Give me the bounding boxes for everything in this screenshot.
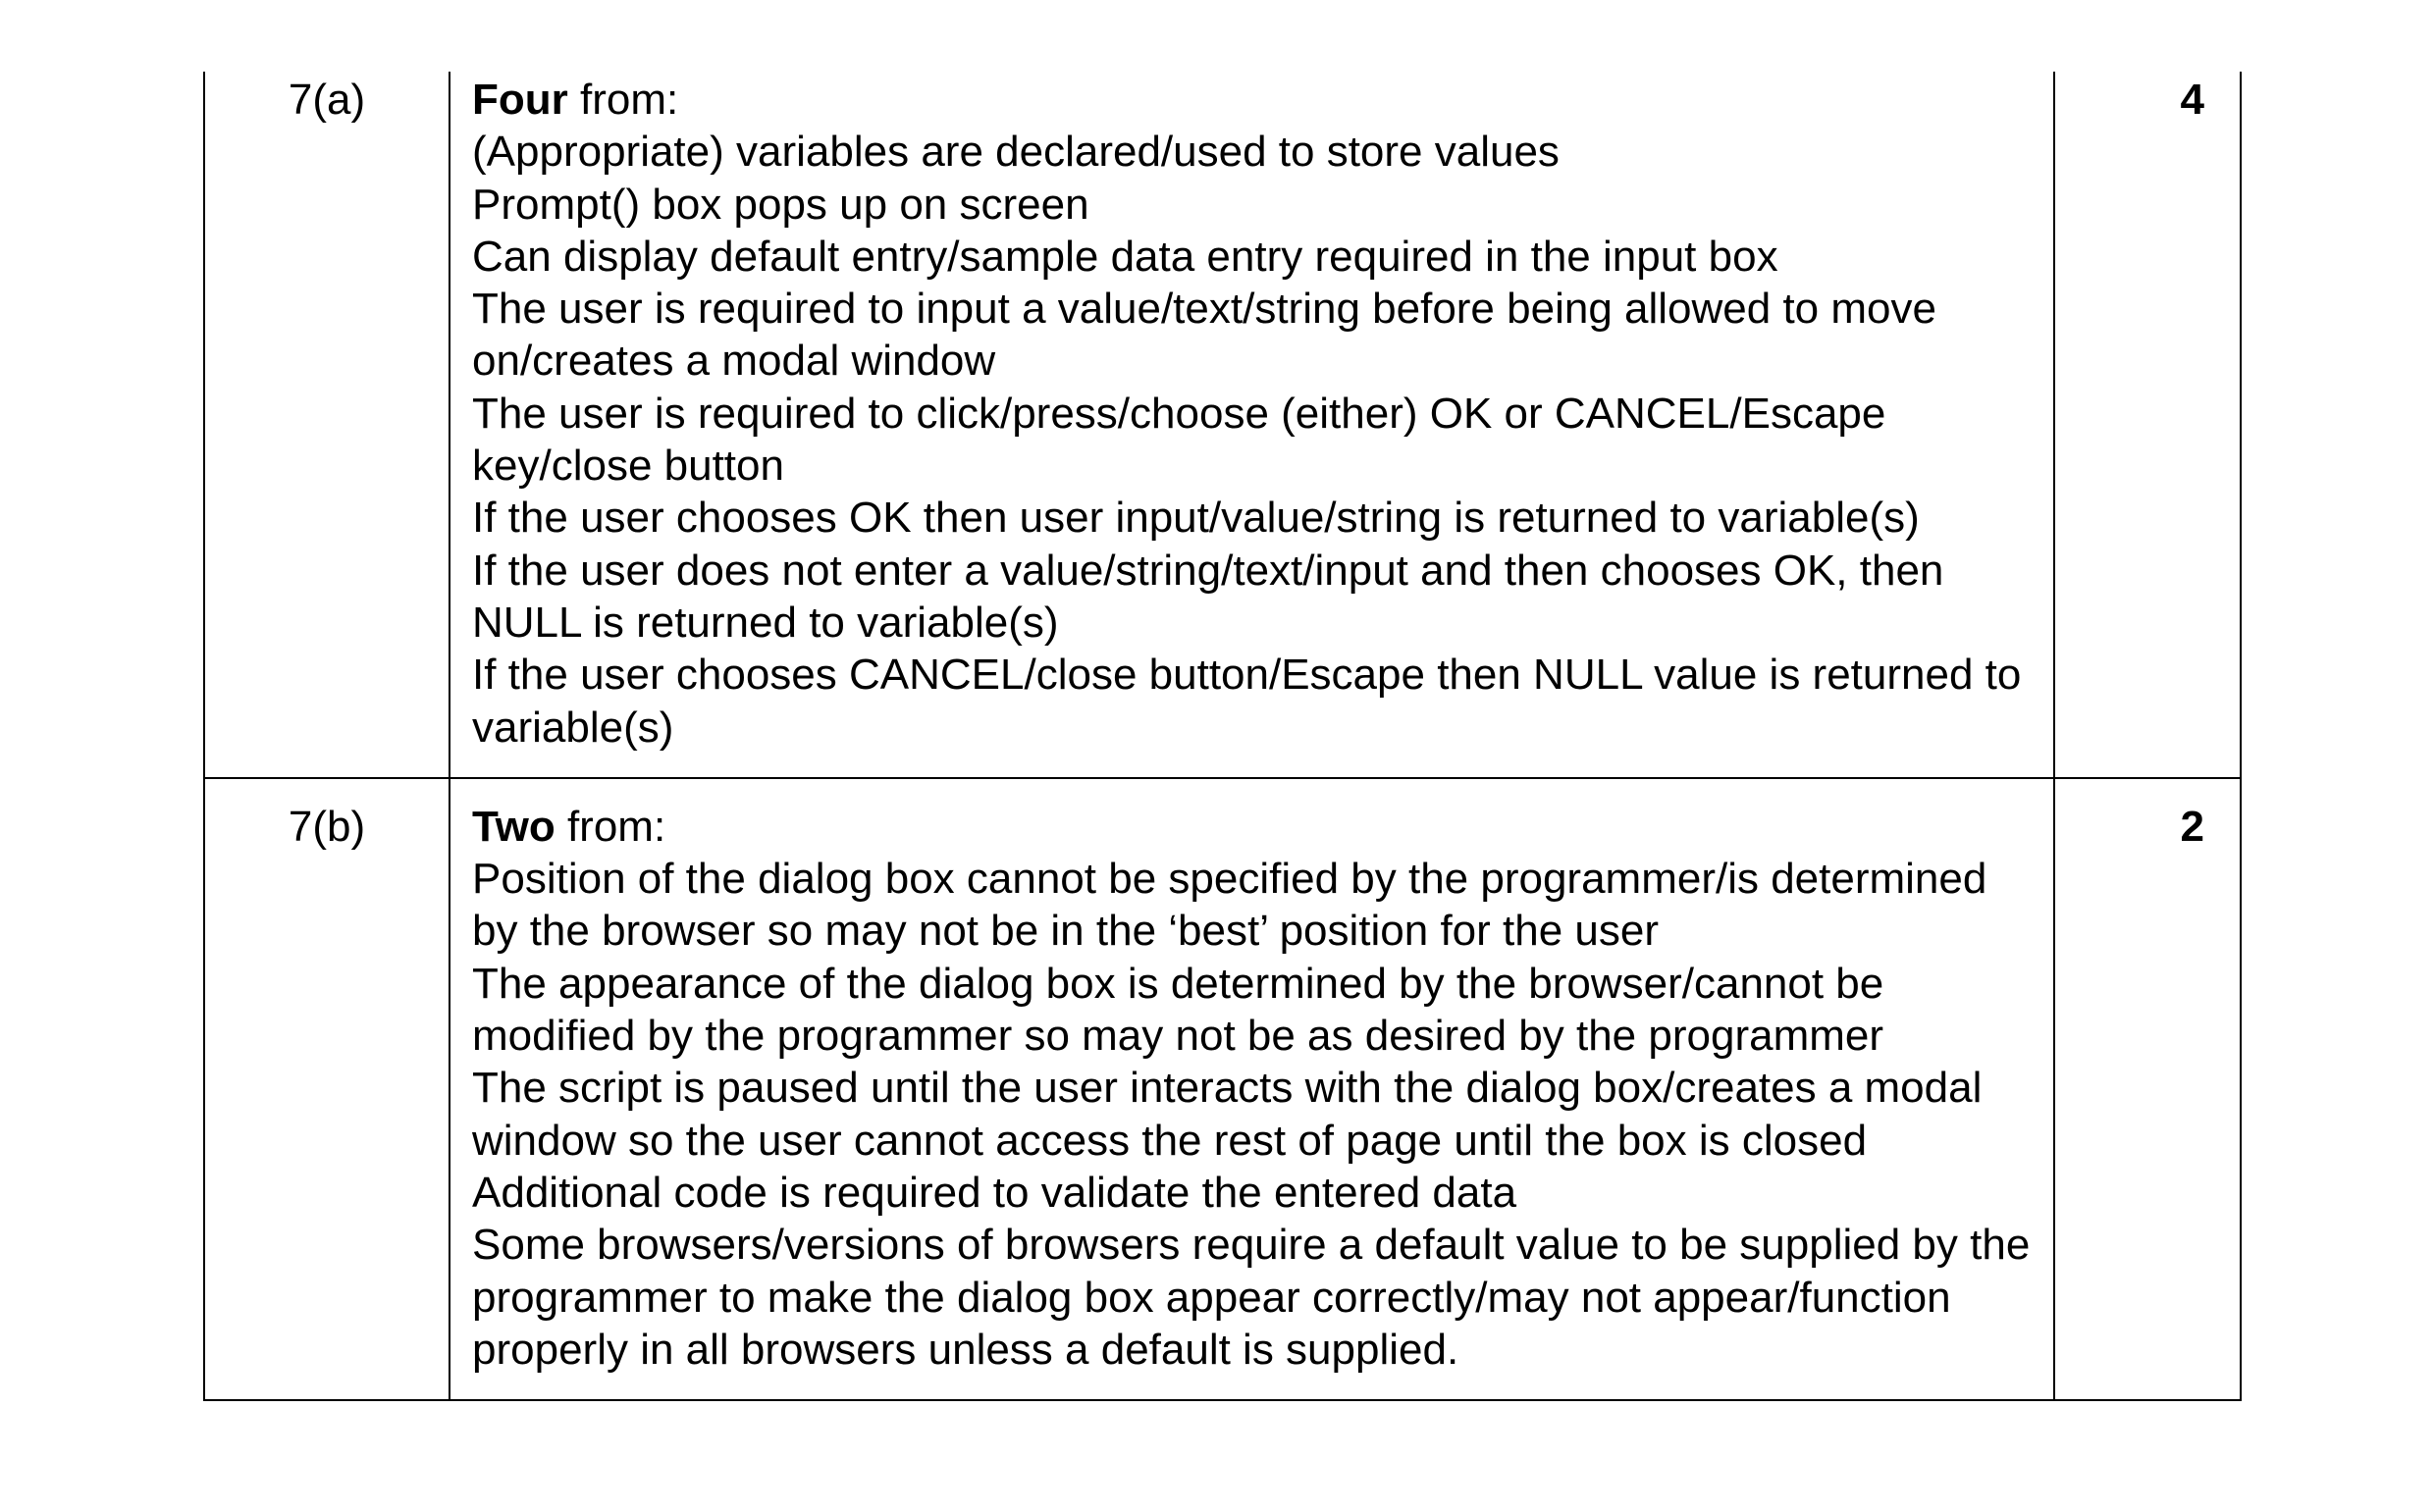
question-number-cell	[204, 778, 450, 1400]
answer-point: If the user does not enter a value/string/text/input and then chooses OK, then NULL is returned to variable(s)	[472, 546, 1944, 647]
answer-point: The user is required to input a value/text/string before being allowed to move on/creates a modal window	[472, 285, 1936, 386]
marks-cell	[2054, 778, 2241, 1400]
mark-scheme-table	[203, 72, 2242, 1401]
answer-point: If the user chooses CANCEL/close button/Escape then NULL value is returned to variable(s)	[472, 651, 2022, 752]
answer-point: Prompt() box pops up on screen	[472, 180, 1089, 229]
question-number: 7(a)	[288, 76, 366, 124]
question-number: 7(b)	[288, 802, 366, 851]
answer-lead-text: from:	[567, 76, 679, 124]
answer-point: (Appropriate) variables are declared/used to store values	[472, 128, 1560, 177]
question-number-cell	[204, 72, 450, 778]
answer-point: The user is required to click/press/choose (either) OK or CANCEL/Escape key/close button	[472, 389, 1886, 491]
answer-point: If the user chooses OK then user input/value/string is returned to variable(s)	[472, 494, 1920, 543]
marks-value: 4	[2180, 76, 2204, 124]
answer-point: The appearance of the dialog box is determined by the browser/cannot be modified by the programmer so may not be as desired by the programmer	[472, 959, 1884, 1061]
marks-value: 2	[2180, 802, 2204, 851]
answer-point: Some browsers/versions of browsers require a default value to be supplied by the programmer to make the dialog box appear correctly/may not appear/function properly in all browsers unless a default is supplied.	[472, 1221, 2031, 1374]
answer-lead	[472, 74, 2034, 126]
question-row-7a	[204, 72, 2241, 778]
marks-cell	[2054, 72, 2241, 778]
answer-point: The script is paused until the user interacts with the dialog box/creates a modal window so the user cannot access the rest of page until the box is closed	[472, 1064, 1983, 1165]
answer-lead-text: from:	[555, 802, 666, 851]
question-row-7b	[204, 778, 2241, 1400]
answer-lead-count: Four	[472, 76, 568, 124]
answer-lead	[472, 801, 2034, 853]
answer-cell	[450, 778, 2054, 1400]
answer-cell	[450, 72, 2054, 778]
answer-lead-count: Two	[472, 802, 556, 851]
answer-point: Position of the dialog box cannot be specified by the programmer/is determined by the browser so may not be in the ‘best’ position for the user	[472, 855, 1987, 956]
answer-point: Additional code is required to validate the entered data	[472, 1168, 1517, 1217]
answer-point: Can display default entry/sample data entry required in the input box	[472, 232, 1778, 281]
